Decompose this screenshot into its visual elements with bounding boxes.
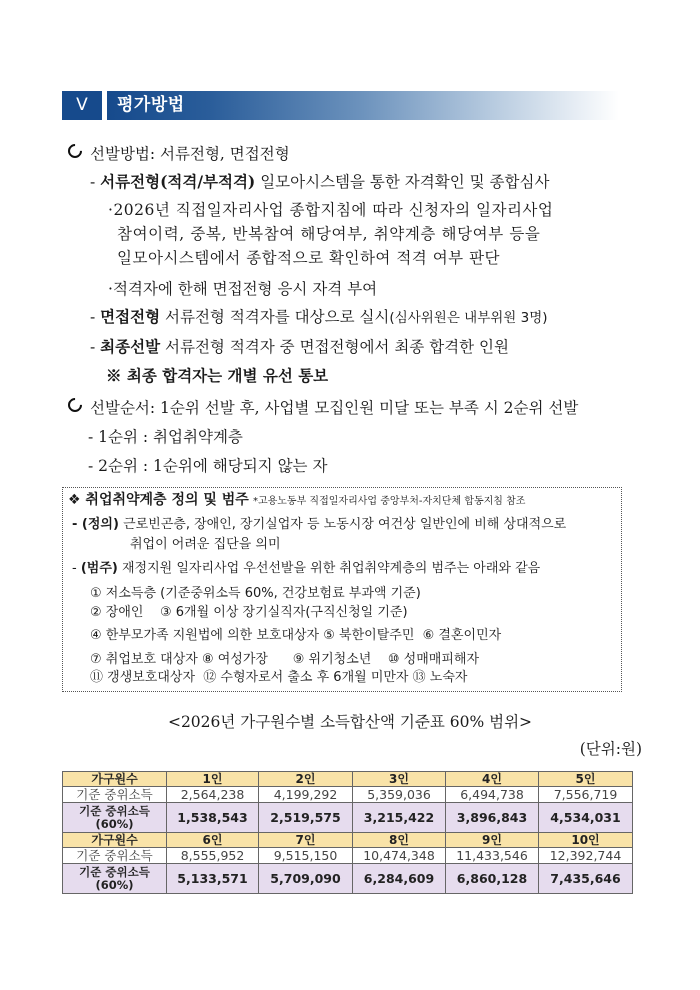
final-selection-label: 최종선발: [100, 337, 161, 356]
box-title-line: [68, 491, 525, 511]
table-header-row: [63, 833, 633, 848]
table-row: [63, 787, 633, 803]
table-cell: 4,199,292: [259, 787, 353, 803]
section-title: 평가방법: [117, 95, 185, 115]
table-cell: 5,359,036: [353, 787, 446, 803]
selection-method-heading: [68, 144, 290, 164]
table-unit: (단위:원): [579, 740, 642, 758]
bullet-1-line-2: 참여이력, 중복, 반복참여 해당여부, 취약계층 해당여부 등을: [117, 225, 541, 243]
header-cell: 3인: [353, 772, 446, 787]
definition-line-2: 취업이 어려운 집단을 의미: [130, 537, 281, 552]
table-cell: 6,284,609: [353, 864, 446, 894]
category-item-2: ② 장애인 ③ 6개월 이상 장기실직자(구직신청일 기준): [90, 605, 408, 620]
section-number: V: [62, 91, 102, 120]
document-screening-label: 서류전형(적격/부적격): [100, 172, 256, 191]
interview-label: 면접전형: [100, 307, 161, 326]
row-label-line: 기준 중위소득: [79, 803, 150, 818]
dash: -: [90, 308, 101, 326]
header-cell: 4인: [446, 772, 539, 787]
document-screening-text: 일모아시스템을 통한 자격확인 및 종합심사: [255, 173, 550, 191]
dash: -: [72, 517, 82, 532]
table-cell: 2,564,238: [167, 787, 259, 803]
final-notice: ※ 최종 합격자는 개별 유선 통보: [106, 366, 329, 385]
header-cell: 1인: [167, 772, 259, 787]
interview-item: [90, 307, 548, 328]
bullet-text: 적격자에 한해 면접전형 응시 자격 부여: [112, 280, 378, 298]
circle-bullet-icon: [65, 141, 85, 161]
row-label-line: (60%): [95, 816, 134, 831]
row-label-line: 기준 중위소득: [79, 864, 150, 879]
table-cell: 6,860,128: [446, 864, 539, 894]
row-label: 가구원수: [63, 833, 167, 848]
definition-label: (정의): [81, 517, 119, 532]
table-cell: 3,896,843: [446, 803, 539, 833]
row-label: [63, 803, 167, 833]
dash: -: [90, 173, 101, 191]
dash: -: [90, 338, 101, 356]
category-item-1: ① 저소득층 (기준중위소득 60%, 건강보험료 부과액 기준): [90, 586, 421, 601]
header-cell: 9인: [446, 833, 539, 848]
row-label: 기준 중위소득: [63, 787, 167, 803]
table-cell: 4,534,031: [539, 803, 633, 833]
income-table: [62, 771, 633, 894]
priority-1: - 1순위 : 취업취약계층: [88, 428, 243, 446]
circle-bullet-icon: [65, 395, 85, 415]
bullet-2: [108, 279, 377, 299]
header-cell: 2인: [259, 772, 353, 787]
priority-2: - 2순위 : 1순위에 해당되지 않는 자: [88, 457, 328, 475]
category-text: 재정지원 일자리사업 우선선발을 위한 취업취약계층의 범주는 아래와 같음: [121, 561, 541, 576]
definition-line-1: [72, 516, 566, 534]
table-header-row: [63, 772, 633, 787]
table-cell: 12,392,744: [539, 848, 633, 864]
selection-order-heading: [68, 398, 578, 418]
table-cell: 2,519,575: [259, 803, 353, 833]
row-label: 기준 중위소득: [63, 848, 167, 864]
box-title: ❖ 취업취약계층 정의 및 범주: [68, 492, 249, 508]
category-item-4: ⑦ 취업보호 대상자 ⑧ 여성가장 ⑨ 위기청소년 ⑩ 성매매피해자: [90, 652, 480, 667]
table-cell: 10,474,348: [353, 848, 446, 864]
table-caption: <2026년 가구원수별 소득합산액 기준표 60% 범위>: [167, 713, 533, 731]
table-cell: 7,435,646: [539, 864, 633, 894]
definition-text: 근로빈곤층, 장애인, 장기실업자 등 노동시장 여건상 일반인에 비해 상대적으로: [123, 517, 567, 532]
dot-bullet: ·: [108, 280, 113, 298]
row-label: [63, 864, 167, 894]
bullet-1-line-1: [108, 200, 553, 220]
interview-note: (심사위원은 내부위원 3명): [389, 310, 548, 326]
dot-bullet: ·: [108, 201, 114, 219]
header-cell: 10인: [539, 833, 633, 848]
dash: -: [72, 561, 81, 576]
document-screening-item: [90, 172, 549, 192]
final-selection-text: 서류전형 적격자 중 면접전형에서 최종 합격한 인원: [160, 338, 510, 356]
table-cell: 8,555,952: [167, 848, 259, 864]
table-row: [63, 848, 633, 864]
table-cell: 3,215,422: [353, 803, 446, 833]
bullet-1-line-3: 일모아시스템에서 종합적으로 확인하여 적격 여부 판단: [117, 249, 501, 267]
category-item-3: ④ 한부모가족 지원법에 의한 보호대상자 ⑤ 북한이탈주민 ⑥ 결혼이민자: [90, 628, 502, 643]
table-cell: 7,556,719: [539, 787, 633, 803]
row-label-line: (60%): [95, 877, 134, 892]
table-cell: 1,538,543: [167, 803, 259, 833]
table-cell: 9,515,150: [259, 848, 353, 864]
category-item-5: ⑪ 갱생보호대상자 ⑫ 수형자로서 출소 후 6개월 미만자 ⑬ 노숙자: [90, 670, 468, 685]
table-row: [63, 803, 633, 833]
selection-method-text: 선발방법: 서류전형, 면접전형: [90, 145, 290, 163]
table-cell: 5,133,571: [167, 864, 259, 894]
header-cell: 8인: [353, 833, 446, 848]
box-reference: *고용노동부 직접일자리사업 중앙부처-자치단체 합동지침 참조: [252, 496, 526, 507]
table-cell: 6,494,738: [446, 787, 539, 803]
row-label: 가구원수: [63, 772, 167, 787]
category-label: (범주): [80, 561, 118, 576]
final-selection-item: [90, 337, 509, 357]
interview-text: 서류전형 적격자를 대상으로 실시: [160, 308, 390, 326]
table-cell: 11,433,546: [446, 848, 539, 864]
category-line: [72, 560, 540, 578]
header-cell: 6인: [167, 833, 259, 848]
table-cell: 5,709,090: [259, 864, 353, 894]
table-row: [63, 864, 633, 894]
selection-order-text: 선발순서: 1순위 선발 후, 사업별 모집인원 미달 또는 부족 시 2순위 선발: [90, 399, 579, 417]
header-cell: 7인: [259, 833, 353, 848]
header-cell: 5인: [539, 772, 633, 787]
bullet-text: 2026년 직접일자리사업 종합지침에 따라 신청자의 일자리사업: [113, 201, 554, 219]
